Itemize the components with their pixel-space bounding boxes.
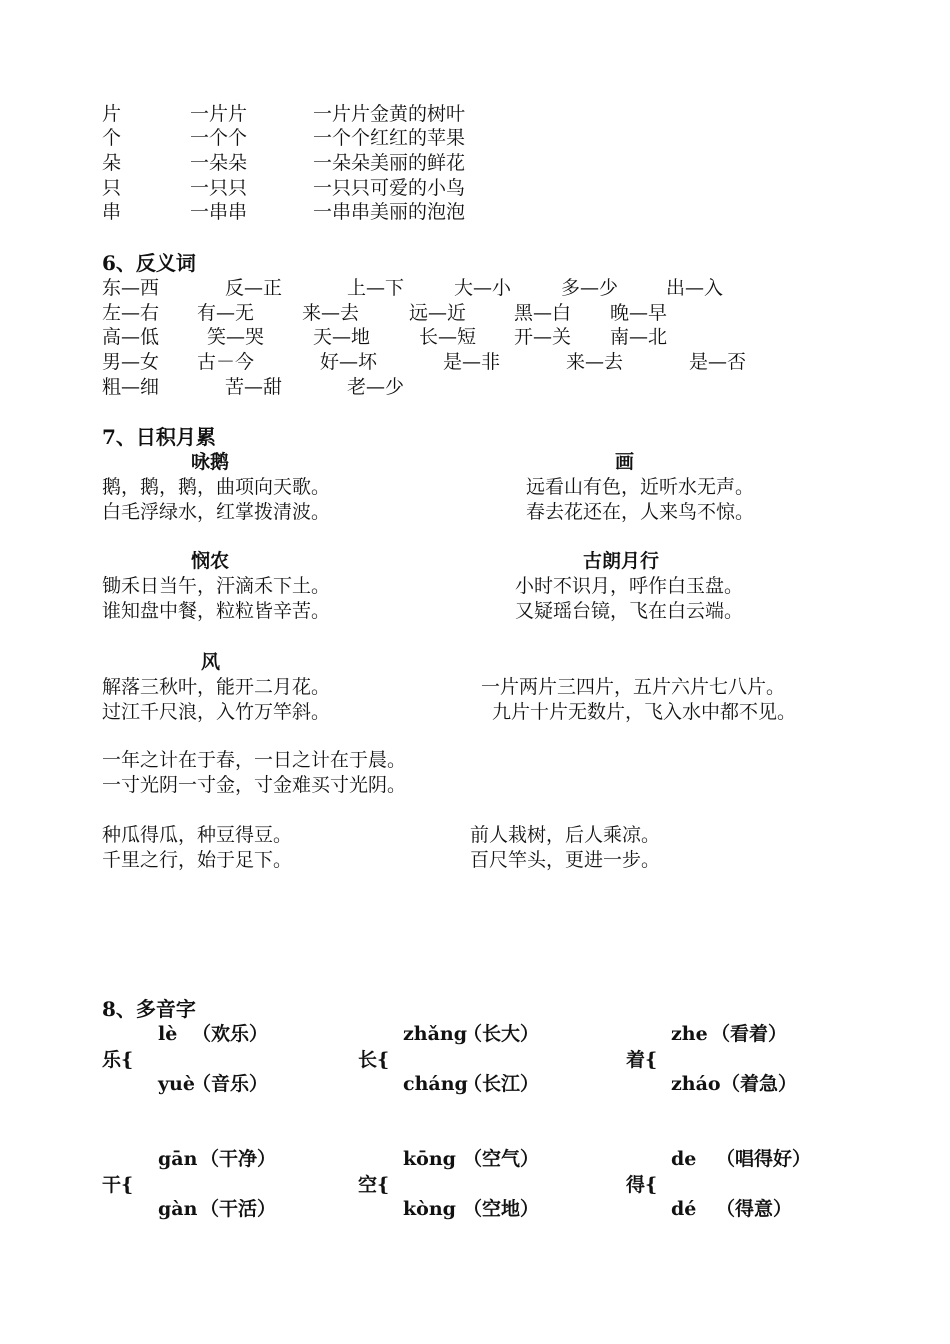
proverb: 百尺竿头，更进一步。 [470, 849, 661, 871]
measure-unit: 串 [102, 201, 122, 223]
pinyin: dé [671, 1198, 697, 1220]
poem-title: 风 [201, 651, 221, 673]
polyphonic-char: 干{ [102, 1174, 134, 1196]
measure-phrase: 一串串美丽的泡泡 [313, 201, 466, 223]
measure-phrase: 一只只可爱的小鸟 [313, 177, 466, 199]
poem-line: 一片两片三四片，五片六片七八片。 [481, 676, 786, 698]
poem-line: 过江千尺浪，入竹万竿斜。 [102, 701, 331, 723]
antonym-pair: 东—西 [102, 277, 160, 299]
pinyin: gàn [158, 1198, 198, 1220]
pinyin: gān [158, 1148, 198, 1170]
pinyin: de [671, 1148, 697, 1170]
antonym-pair: 高—低 [102, 326, 160, 348]
antonym-pair: 出—入 [666, 277, 724, 299]
poem-line: 谁知盘中餐，粒粒皆辛苦。 [102, 600, 331, 622]
word: （长大） [463, 1023, 540, 1045]
poem-line: 解落三秋叶，能开二月花。 [102, 676, 331, 698]
poem-line: 九片十片无数片，飞入水中都不见。 [492, 701, 797, 723]
antonym-pair: 反—正 [225, 277, 283, 299]
poem-title: 咏鹅 [191, 451, 230, 473]
word: （欢乐） [192, 1023, 269, 1045]
poem-line: 小时不识月，呼作白玉盘。 [515, 575, 744, 597]
measure-reduplicated: 一个个 [190, 127, 248, 149]
pinyin: lè [158, 1023, 178, 1045]
polyphonic-char: 长{ [358, 1049, 390, 1071]
poem-title: 古朗月行 [583, 550, 660, 572]
antonym-pair: 老—少 [347, 376, 405, 398]
word: （得意） [716, 1198, 793, 1220]
antonym-pair: 是—否 [689, 351, 747, 373]
antonym-pair: 来—去 [566, 351, 624, 373]
pinyin: kòng [403, 1198, 456, 1220]
antonym-pair: 长—短 [419, 326, 477, 348]
poem-line: 白毛浮绿水，红掌拨清波。 [102, 501, 331, 523]
antonym-pair: 粗—细 [102, 376, 160, 398]
measure-unit: 片 [102, 103, 122, 125]
antonym-pair: 古－今 [197, 351, 255, 373]
word: （空地） [463, 1198, 540, 1220]
antonym-pair: 来—去 [302, 302, 360, 324]
proverb: 种瓜得瓜，种豆得豆。 [102, 824, 293, 846]
word: （干净） [200, 1148, 277, 1170]
measure-phrase: 一个个红红的苹果 [313, 127, 466, 149]
saying: 一年之计在于春，一日之计在于晨。 [102, 749, 407, 771]
measure-reduplicated: 一串串 [190, 201, 248, 223]
word: （看着） [711, 1023, 788, 1045]
measure-unit: 朵 [102, 152, 122, 174]
antonym-pair: 有—无 [197, 302, 255, 324]
antonym-pair: 左—右 [102, 302, 160, 324]
pinyin: yuè [158, 1073, 195, 1095]
antonym-pair: 南—北 [610, 326, 668, 348]
antonym-pair: 远—近 [409, 302, 467, 324]
antonym-pair: 大—小 [454, 277, 512, 299]
polyphonic-char: 得{ [626, 1174, 658, 1196]
antonym-pair: 黑—白 [514, 302, 572, 324]
poem-line: 鹅，鹅，鹅，曲项向天歌。 [102, 476, 331, 498]
measure-reduplicated: 一片片 [190, 103, 248, 125]
measure-unit: 个 [102, 127, 122, 149]
poem-line: 远看山有色，近听水无声。 [526, 476, 755, 498]
saying: 一寸光阴一寸金，寸金难买寸光阴。 [102, 774, 407, 796]
poem-line: 又疑瑶台镜，飞在白云端。 [515, 600, 744, 622]
poem-line: 锄禾日当午，汗滴禾下土。 [102, 575, 331, 597]
poem-title: 悯农 [191, 550, 230, 572]
proverb: 前人栽树，后人乘凉。 [470, 824, 661, 846]
pinyin: zháo [671, 1073, 721, 1095]
word: （着急） [721, 1073, 798, 1095]
measure-reduplicated: 一朵朵 [190, 152, 248, 174]
poem-title: 画 [615, 451, 635, 473]
pinyin: zhǎng [403, 1023, 468, 1045]
word: （空气） [463, 1148, 540, 1170]
antonym-pair: 开—关 [514, 326, 572, 348]
antonym-pair: 多—少 [561, 277, 619, 299]
word: （长江） [463, 1073, 540, 1095]
measure-phrase: 一片片金黄的树叶 [313, 103, 466, 125]
section-title: 6、反义词 [102, 251, 196, 275]
antonym-pair: 男—女 [102, 351, 160, 373]
antonym-pair: 天—地 [313, 326, 371, 348]
antonym-pair: 上—下 [347, 277, 405, 299]
measure-phrase: 一朵朵美丽的鲜花 [313, 152, 466, 174]
polyphonic-char: 着{ [626, 1049, 658, 1071]
pinyin: kōng [403, 1148, 456, 1170]
word: （音乐） [192, 1073, 269, 1095]
polyphonic-char: 空{ [358, 1174, 390, 1196]
antonym-pair: 晚—早 [610, 302, 668, 324]
section-title: 8、多音字 [102, 997, 196, 1021]
antonym-pair: 好—坏 [320, 351, 378, 373]
word: （唱得好） [716, 1148, 812, 1170]
polyphonic-char: 乐{ [102, 1049, 134, 1071]
pinyin: zhe [671, 1023, 708, 1045]
antonym-pair: 笑—哭 [207, 326, 265, 348]
measure-reduplicated: 一只只 [190, 177, 248, 199]
poem-line: 春去花还在，人来鸟不惊。 [526, 501, 755, 523]
proverb: 千里之行，始于足下。 [102, 849, 293, 871]
word: （干活） [200, 1198, 277, 1220]
measure-unit: 只 [102, 177, 122, 199]
antonym-pair: 苦—甜 [225, 376, 283, 398]
pinyin: cháng [403, 1073, 468, 1095]
antonym-pair: 是—非 [443, 351, 501, 373]
section-title: 7、日积月累 [102, 425, 216, 449]
